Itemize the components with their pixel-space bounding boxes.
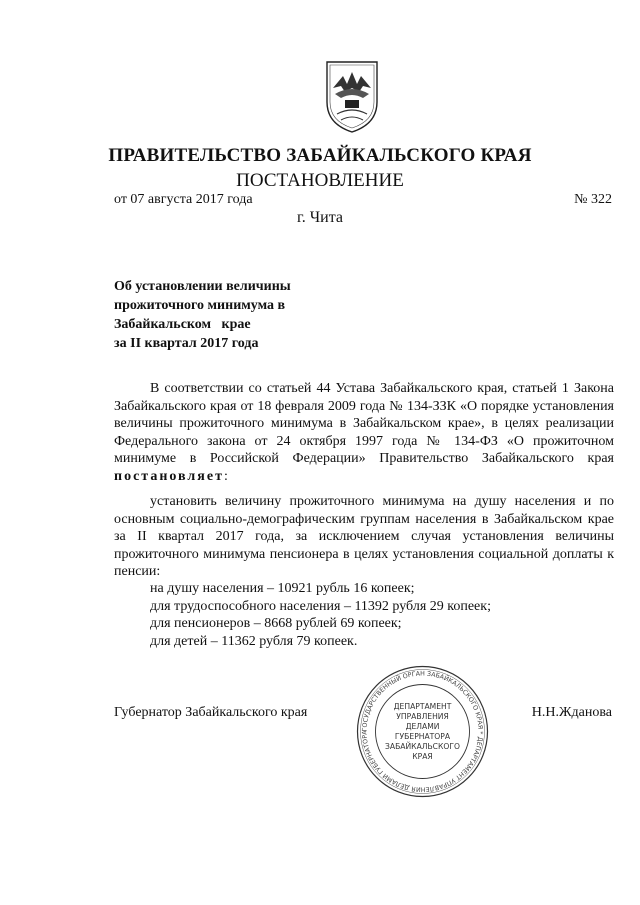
list-item: на душу населения – 10921 рубль 16 копеек; xyxy=(150,581,415,596)
preamble-end: : xyxy=(223,468,228,484)
seal-line: УПРАВЛЕНИЯ xyxy=(396,712,449,721)
document-number: № 322 xyxy=(574,192,612,207)
subject-line: прожиточного минимума в xyxy=(114,298,286,313)
document-date: от 07 августа 2017 года xyxy=(114,192,253,207)
list-item: для трудоспособного населения – 11392 рубля 29 копеек; xyxy=(150,598,491,614)
subject-line: Забайкальском крае xyxy=(114,317,251,332)
seal-line: ДЕПАРТАМЕНТ xyxy=(393,702,452,711)
government-title: ПРАВИТЕЛЬСТВО ЗАБАЙКАЛЬСКОГО КРАЯ xyxy=(108,145,532,166)
decree-keyword: постановляет xyxy=(114,468,224,484)
seal-line: ЗАБАЙКАЛЬСКОГО xyxy=(385,742,460,751)
amounts-list xyxy=(150,580,491,650)
official-seal xyxy=(355,664,490,799)
seal-line: КРАЯ xyxy=(412,752,433,761)
preamble-text: В соответствии со статьей 44 Устава Забайкальского края, статьей 1 Закона Забайкальского края от 18 февраля 2009 года № 134-ЗЗК «О порядке установления величины прожиточного минимума в Забайкальском крае», в целях реализации Федерального закона от 24 октября 1997 года № 134-ФЗ «О прожиточном минимуме в Российской Федерации» Правительство Забайкальского края xyxy=(114,381,614,466)
preamble-paragraph xyxy=(114,380,614,485)
seal-ring-text: ГОСУДАРСТВЕННЫЙ ОРГАН ЗАБАЙКАЛЬСКОГО КРАЯ * ДЕПАРТАМЕНТ УПРАВЛЕНИЯ ДЕЛАМИ ГУБЕРНАТОРА xyxy=(361,670,484,793)
document-type: ПОСТАНОВЛЕНИЕ xyxy=(236,170,404,191)
subject-line: Об установлении величины xyxy=(114,279,291,294)
seal-line: ДЕЛАМИ xyxy=(405,722,440,731)
list-item: для пенсионеров – 8668 рублей 69 копеек; xyxy=(150,616,402,631)
signatory-position: Губернатор Забайкальского края xyxy=(114,705,308,720)
coat-of-arms-icon xyxy=(323,58,381,134)
signatory-name: Н.Н.Жданова xyxy=(531,705,612,720)
decision-paragraph: установить величину прожиточного минимума на душу населения и по основным социально-демографическим группам населения в Забайкальском крае за II квартал 2017 года, за исключением случая установления величины прожиточного минимума пенсионера в целях установления социальной доплаты к пенсии: xyxy=(114,494,614,579)
document-city: г. Чита xyxy=(296,209,343,226)
subject-line: за II квартал 2017 года xyxy=(114,336,259,351)
seal-line: ГУБЕРНАТОРА xyxy=(394,732,451,741)
document-subject xyxy=(114,277,354,353)
list-item: для детей – 11362 рубля 79 копеек. xyxy=(150,633,358,649)
